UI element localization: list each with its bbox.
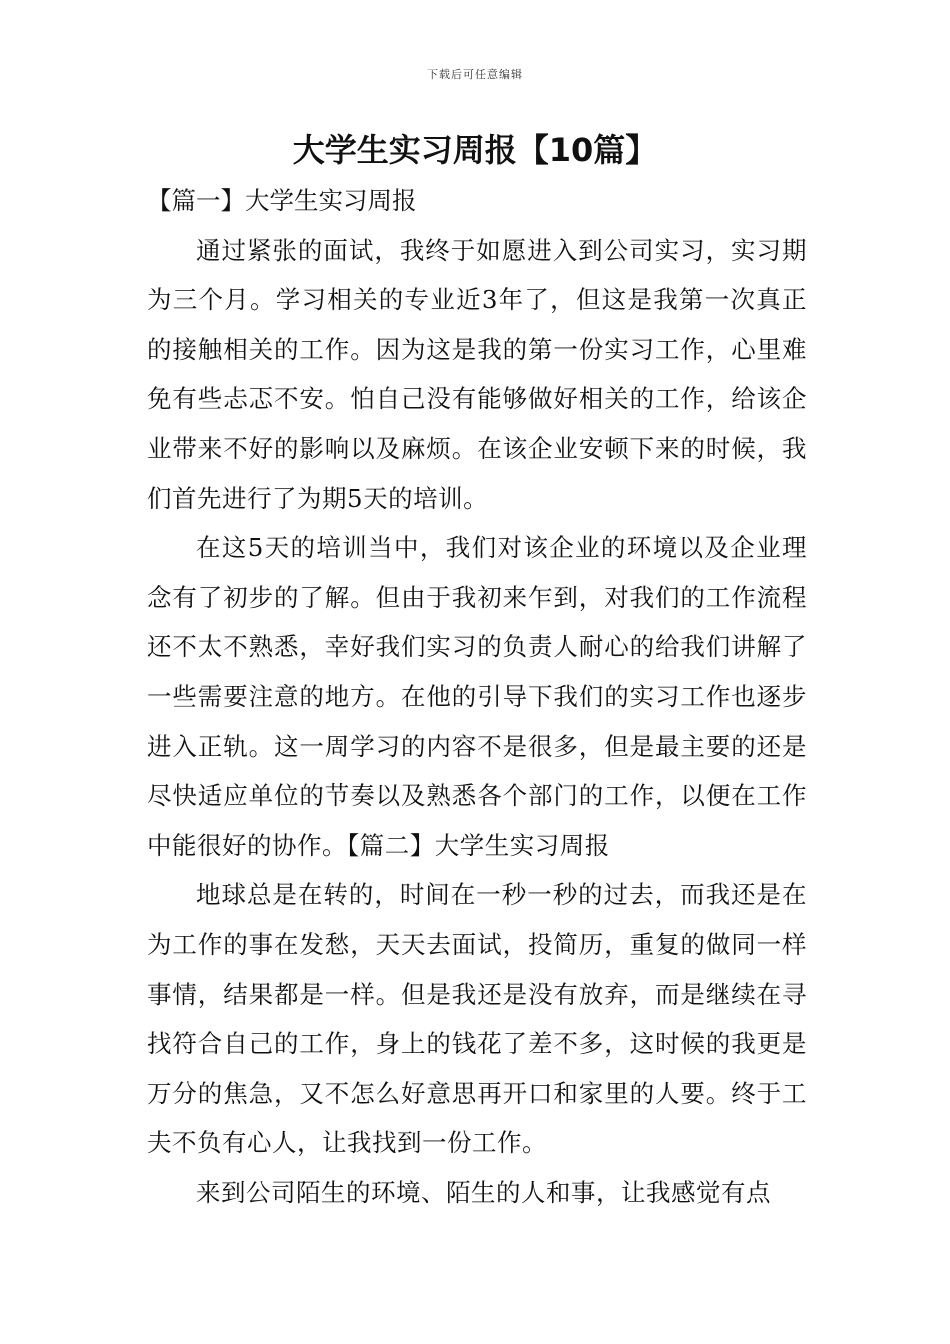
paragraph-1: 通过紧张的面试，我终于如愿进入到公司实习，实习期为三个月。学习相关的专业近3年了，但这是我第一次真正的接触相关的工作。因为这是我的第一份实习工作，心里难免有些忐忑不安。怕自己没有能够做好相关的工作，给该企业带来不好的影响以及麻烦。在该企业安顿下来的时候，我们首先进行了为期5天的培训。 (147, 235, 807, 513)
document-body (147, 176, 807, 1217)
paragraph-4: 来到公司陌生的环境、陌生的人和事，让我感觉有点 (196, 1177, 771, 1207)
page-header-note: 下载后可任意编辑 (427, 68, 523, 81)
section-heading: 【篇一】大学生实习周报 (147, 186, 417, 215)
document-title: 大学生实习周报【10篇】 (292, 131, 658, 169)
paragraph-3: 地球总是在转的，时间在一秒一秒的过去，而我还是在为工作的事在发愁，天天去面试，投简历，重复的做同一样事情，结果都是一样。但是我还是没有放弃，而是继续在寻找符合自己的工作，身上的钱花了差不多，这时候的我更是万分的焦急，又不怎么好意思再开口和家里的人要。终于工夫不负有心人，让我找到一份工作。 (147, 880, 807, 1158)
paragraph-2: 在这5天的培训当中，我们对该企业的环境以及企业理念有了初步的了解。但由于我初来乍到，对我们的工作流程还不太不熟悉，幸好我们实习的负责人耐心的给我们讲解了一些需要注意的地方。在他的引导下我们的实习工作也逐步进入正轨。这一周学习的内容不是很多，但是最主要的还是尽快适应单位的节奏以及熟悉各个部门的工作，以便在工作中能很好的协作。【篇二】大学生实习周报 (147, 533, 807, 860)
